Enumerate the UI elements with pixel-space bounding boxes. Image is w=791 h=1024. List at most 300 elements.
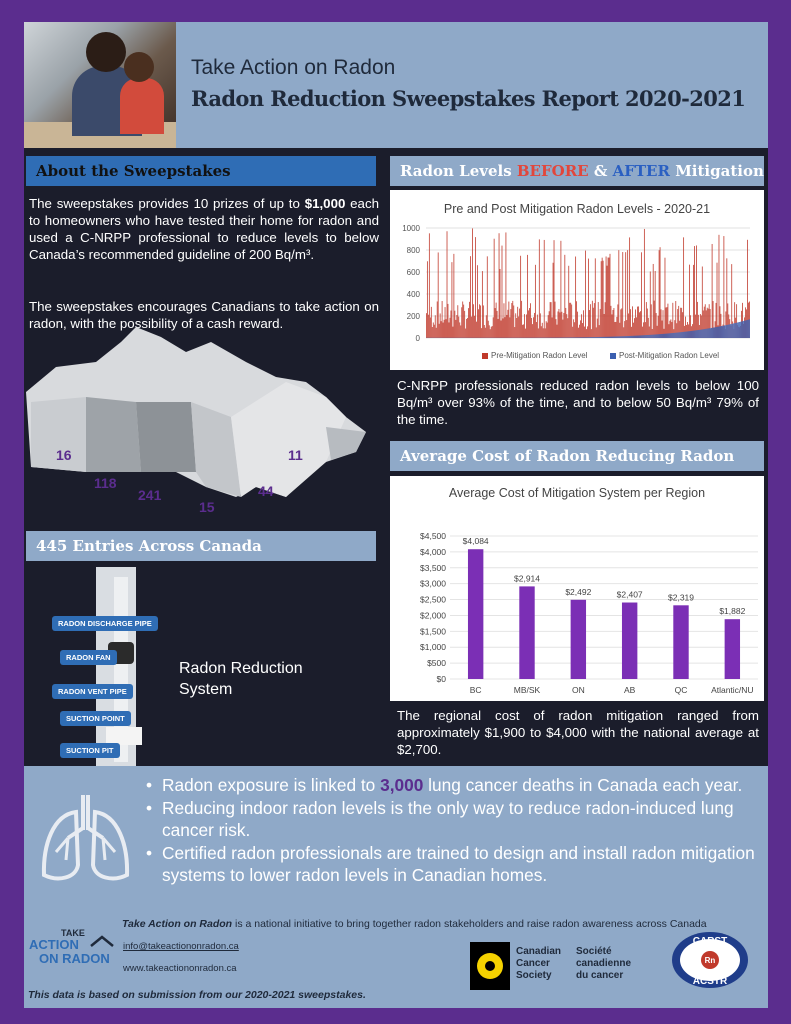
pre-bar	[602, 258, 603, 338]
pre-bar	[551, 302, 552, 338]
pre-bar	[575, 257, 576, 338]
svg-text:Rn: Rn	[704, 956, 716, 965]
map-label-bc: 16	[56, 447, 72, 463]
post-bar	[686, 332, 687, 338]
pre-bar	[560, 312, 561, 338]
post-bar	[723, 326, 724, 338]
post-bar	[655, 334, 656, 338]
facts-footer	[24, 766, 768, 1008]
pre-bar	[606, 256, 607, 338]
post-bar	[729, 324, 730, 338]
post-bar	[628, 336, 629, 338]
pre-bar	[651, 304, 652, 338]
post-bar	[586, 337, 587, 338]
post-bar	[679, 332, 680, 338]
post-bar	[605, 337, 606, 338]
pre-bar	[626, 320, 627, 338]
pre-bar	[683, 237, 684, 338]
pre-bar	[567, 318, 568, 338]
post-bar	[634, 336, 635, 338]
post-bar	[710, 328, 711, 338]
post-bar	[723, 326, 724, 338]
pre-bar	[598, 302, 599, 338]
pre-bar	[537, 315, 538, 338]
pre-bar	[647, 309, 648, 338]
levels-ytick: 1000	[402, 224, 420, 233]
post-bar	[713, 328, 714, 338]
pre-bar	[515, 313, 516, 338]
levels-ytick: 200	[406, 312, 420, 321]
pre-bar	[519, 309, 520, 338]
post-bar	[706, 329, 707, 338]
pre-bar	[466, 319, 467, 338]
post-bar	[609, 337, 610, 338]
pre-bar	[655, 271, 656, 338]
pre-bar	[481, 328, 482, 338]
pre-bar	[639, 312, 640, 338]
post-bar	[643, 335, 644, 338]
post-bar	[745, 320, 746, 338]
pre-bar	[600, 309, 601, 338]
pre-bar	[514, 327, 515, 338]
pre-bar	[616, 317, 617, 338]
post-bar	[638, 336, 639, 338]
pre-bar	[469, 302, 470, 338]
post-bar	[641, 335, 642, 338]
pre-bar	[454, 311, 455, 338]
pre-bar	[517, 307, 518, 338]
pre-bar	[451, 311, 452, 338]
pre-bar	[702, 267, 703, 338]
post-bar	[725, 325, 726, 338]
pre-bar	[512, 301, 513, 338]
post-bar	[681, 332, 682, 338]
pre-bar	[509, 317, 510, 338]
pre-bar	[531, 318, 532, 338]
pre-bar	[611, 306, 612, 338]
post-bar	[583, 337, 584, 338]
pre-bar	[675, 301, 676, 338]
cost-ytick: $4,500	[420, 531, 446, 541]
post-bar	[574, 337, 575, 338]
pre-bar	[573, 319, 574, 338]
post-bar	[604, 337, 605, 338]
post-bar	[615, 337, 616, 338]
pre-bar	[523, 324, 524, 338]
post-bar	[734, 323, 735, 338]
pre-bar	[529, 308, 530, 338]
post-bar	[595, 337, 596, 338]
pre-bar	[577, 312, 578, 338]
pre-bar	[453, 254, 454, 338]
pre-bar	[583, 310, 584, 338]
post-bar	[687, 331, 688, 338]
pre-bar	[663, 310, 664, 338]
pre-bar	[630, 309, 631, 338]
pre-bar	[482, 271, 483, 338]
pre-bar	[597, 319, 598, 338]
post-bar	[581, 337, 582, 338]
svg-text:CARST: CARST	[692, 936, 728, 947]
post-bar	[683, 332, 684, 338]
post-bar	[669, 333, 670, 338]
pre-bar	[660, 247, 661, 338]
post-bar	[703, 329, 704, 338]
family-photo	[24, 22, 176, 148]
pre-bar	[569, 303, 570, 338]
post-bar	[722, 326, 723, 338]
post-bar	[702, 329, 703, 338]
email-link[interactable]: info@takeactiononradon.ca	[123, 941, 239, 952]
pre-bar	[463, 305, 464, 338]
pre-bar	[427, 261, 428, 338]
pre-bar	[607, 266, 608, 338]
post-bar	[607, 337, 608, 338]
post-bar	[740, 322, 741, 338]
pre-bar	[522, 325, 523, 338]
pre-bar	[445, 307, 446, 338]
pre-bar	[503, 318, 504, 338]
post-bar	[668, 333, 669, 338]
pre-bar	[665, 258, 666, 338]
facts-list	[142, 774, 762, 887]
pre-bar	[661, 309, 662, 338]
tag-vent-pipe: RADON VENT PIPE	[52, 684, 133, 699]
pre-bar	[488, 321, 489, 338]
post-bar	[619, 336, 620, 338]
cost-category-label: MB/SK	[513, 685, 541, 695]
post-bar	[590, 337, 591, 338]
legend-pre: Pre-Mitigation Radon Level	[482, 351, 588, 360]
pre-bar	[516, 318, 517, 338]
pre-bar	[471, 317, 472, 338]
post-bar	[739, 322, 740, 338]
fact-3: • Certified radon professionals are trained to design and install radon mitigation systems to lower radon levels in Canadian homes.	[142, 842, 762, 887]
pre-bar	[532, 324, 533, 338]
pre-bar	[558, 311, 559, 338]
post-bar	[730, 324, 731, 338]
post-bar	[612, 337, 613, 338]
post-bar	[603, 337, 604, 338]
post-bar	[711, 328, 712, 338]
cost-ytick: $0	[436, 674, 446, 684]
pre-bar	[435, 315, 436, 338]
pre-bar	[465, 329, 466, 338]
map-label-qc: 44	[258, 483, 274, 499]
cost-ytick: $4,000	[420, 546, 446, 557]
pre-bar	[429, 233, 430, 338]
post-bar	[680, 332, 681, 338]
post-bar	[705, 329, 706, 338]
pre-bar	[589, 310, 590, 338]
pre-bar	[634, 318, 635, 338]
post-bar	[620, 336, 621, 338]
pre-bar	[478, 309, 479, 338]
pre-bar	[550, 302, 551, 338]
pre-bar	[615, 322, 616, 338]
post-bar	[737, 322, 738, 338]
pre-bar	[510, 309, 511, 338]
pre-bar	[619, 323, 620, 338]
pre-bar	[491, 327, 492, 338]
pre-bar	[591, 329, 592, 338]
pre-bar	[448, 304, 449, 338]
cost-ytick: $1,000	[420, 642, 446, 653]
cost-heading: Average Cost of Radon Reducing Radon	[390, 441, 764, 471]
pre-bar	[506, 232, 507, 338]
post-bar	[747, 320, 748, 338]
cost-ytick: $3,500	[420, 562, 446, 573]
pre-bar	[521, 301, 522, 338]
post-bar	[704, 329, 705, 338]
pre-bar	[587, 326, 588, 338]
pre-bar	[457, 305, 458, 338]
pre-bar	[588, 259, 589, 338]
pre-bar	[440, 313, 441, 338]
pre-bar	[487, 256, 488, 338]
post-bar	[649, 335, 650, 338]
post-bar	[738, 322, 739, 338]
levels-chart	[390, 190, 764, 370]
cost-category-label: QC	[674, 685, 688, 695]
pre-bar	[526, 314, 527, 338]
pre-bar	[629, 237, 630, 338]
pre-bar	[604, 314, 605, 338]
pre-bar	[620, 309, 621, 338]
pre-bar	[428, 315, 429, 338]
pre-bar	[475, 237, 476, 338]
cost-chart-title: Average Cost of Mitigation System per Region	[448, 486, 706, 500]
post-bar	[588, 337, 589, 338]
pre-bar	[568, 266, 569, 338]
post-bar	[576, 337, 577, 338]
pre-bar	[535, 265, 536, 338]
pre-bar	[455, 320, 456, 338]
post-bar	[697, 330, 698, 338]
pre-bar	[450, 318, 451, 338]
pre-bar	[592, 301, 593, 338]
post-bar	[656, 334, 657, 338]
header-subtitle: Take Action on Radon	[191, 56, 396, 79]
post-bar	[663, 334, 664, 338]
post-bar	[733, 323, 734, 338]
pre-bar	[618, 250, 619, 338]
post-bar	[645, 335, 646, 338]
post-bar	[694, 331, 695, 338]
post-bar	[743, 321, 744, 338]
post-bar	[721, 326, 722, 338]
post-bar	[568, 337, 569, 338]
pre-bar	[472, 228, 473, 338]
cost-value-label: $2,492	[565, 586, 592, 597]
post-bar	[571, 337, 572, 338]
pre-bar	[490, 329, 491, 338]
pre-bar	[524, 314, 525, 338]
pre-bar	[542, 323, 543, 338]
pre-bar	[590, 304, 591, 338]
pre-bar	[467, 318, 468, 338]
radon-system-illustration	[46, 567, 176, 767]
post-bar	[748, 320, 749, 338]
pre-bar	[561, 241, 562, 338]
post-bar	[727, 325, 728, 338]
pre-bar	[495, 308, 496, 338]
post-bar	[699, 330, 700, 338]
post-bar	[700, 330, 701, 338]
cost-value-label: $2,914	[514, 573, 540, 584]
pre-bar	[540, 313, 541, 338]
pre-bar	[446, 319, 447, 338]
post-bar	[718, 327, 719, 338]
post-bar	[724, 325, 725, 338]
pre-bar	[430, 317, 431, 338]
pre-bar	[712, 244, 713, 338]
levels-ytick: 600	[406, 268, 420, 277]
cost-bar	[571, 600, 586, 679]
levels-text: C-NRPP professionals reduced radon levels to below 100 Bq/m³ over 93% of the time, and to below 50 Bq/m³ 79% of the time.	[397, 378, 759, 427]
post-bar	[669, 333, 670, 338]
pre-bar	[533, 317, 534, 338]
post-bar	[618, 336, 619, 338]
map-label-atlantic: 11	[288, 447, 303, 463]
post-bar	[611, 337, 612, 338]
post-bar	[652, 335, 653, 338]
cost-value-label: $4,084	[462, 536, 489, 547]
post-bar	[646, 335, 647, 338]
initiative-text: Take Action on Radon is a national initiative to bring together radon stakeholders and raise radon awareness across Canada	[122, 918, 707, 930]
website-link[interactable]: www.takeactiononradon.ca	[123, 963, 237, 974]
pre-bar	[473, 304, 474, 338]
pre-bar	[582, 323, 583, 338]
post-bar	[726, 325, 727, 338]
pre-bar	[610, 254, 611, 338]
pre-bar	[667, 307, 668, 338]
pre-bar	[497, 311, 498, 338]
pre-bar	[511, 303, 512, 338]
pre-bar	[528, 310, 529, 338]
pre-bar	[579, 325, 580, 338]
pre-bar	[460, 325, 461, 338]
pre-bar	[426, 313, 427, 338]
pre-bar	[545, 328, 546, 338]
map-label-mbsk: 241	[138, 487, 162, 503]
pre-bar	[443, 323, 444, 338]
pre-bar	[719, 235, 720, 338]
pre-bar	[659, 250, 660, 338]
pre-bar	[585, 251, 586, 338]
pre-bar	[586, 329, 587, 338]
post-bar	[701, 330, 702, 338]
post-bar	[630, 336, 631, 338]
pre-bar	[476, 322, 477, 338]
post-bar	[665, 334, 666, 338]
post-bar	[635, 336, 636, 338]
cost-bar	[622, 603, 637, 679]
system-title: Radon Reduction System	[179, 660, 303, 698]
post-bar	[741, 321, 742, 338]
infographic-page	[24, 22, 768, 1008]
pre-bar	[653, 264, 654, 338]
post-bar	[582, 337, 583, 338]
post-bar	[672, 333, 673, 338]
post-bar	[577, 337, 578, 338]
pre-bar	[566, 314, 567, 338]
post-bar	[692, 331, 693, 338]
pre-bar	[459, 322, 460, 338]
post-bar	[579, 337, 580, 338]
pre-bar	[608, 258, 609, 338]
post-bar	[613, 337, 614, 338]
pre-bar	[500, 269, 501, 338]
cost-ytick: $2,500	[420, 594, 446, 605]
post-bar	[678, 332, 679, 338]
pre-bar	[564, 255, 565, 338]
cost-ytick: $3,000	[420, 578, 446, 589]
pre-bar	[668, 304, 669, 338]
pre-bar	[449, 322, 450, 338]
pre-bar	[632, 306, 633, 338]
post-bar	[674, 333, 675, 338]
pre-bar	[505, 317, 506, 338]
post-bar	[676, 333, 677, 338]
post-bar	[617, 336, 618, 338]
post-bar	[708, 328, 709, 338]
post-bar	[629, 336, 630, 338]
post-bar	[639, 335, 640, 338]
post-bar	[625, 336, 626, 338]
post-bar	[651, 335, 652, 338]
pre-bar	[666, 308, 667, 338]
cost-value-label: $2,407	[616, 589, 643, 600]
post-bar	[742, 321, 743, 338]
map-label-ab: 118	[94, 475, 117, 491]
pre-bar	[555, 302, 556, 338]
cost-ytick: $2,000	[420, 610, 446, 621]
pre-bar	[507, 310, 508, 338]
pre-bar	[468, 308, 469, 338]
post-bar	[644, 335, 645, 338]
pre-bar	[549, 311, 550, 338]
pre-bar	[559, 309, 560, 338]
tag-suction-point: SUCTION POINT	[60, 711, 131, 726]
pre-bar	[504, 303, 505, 338]
pre-bar	[538, 328, 539, 338]
levels-heading: Radon Levels BEFORE & AFTER Mitigation	[390, 156, 764, 186]
pre-bar	[605, 302, 606, 338]
pre-bar	[656, 313, 657, 338]
post-bar	[719, 327, 720, 338]
entries-heading: 445 Entries Across Canada	[26, 531, 376, 561]
post-bar	[673, 333, 674, 338]
pre-bar	[434, 325, 435, 338]
fact-2: • Reducing indoor radon levels is the only way to reduce radon-induced lung cancer risk.	[142, 797, 762, 842]
post-bar	[671, 333, 672, 338]
post-bar	[662, 334, 663, 338]
pre-bar	[456, 315, 457, 338]
pre-bar	[461, 307, 462, 338]
post-bar	[682, 332, 683, 338]
pre-bar	[636, 317, 637, 338]
pre-bar	[572, 327, 573, 338]
post-bar	[728, 325, 729, 338]
pre-bar	[462, 302, 463, 338]
pre-bar	[477, 265, 478, 338]
post-bar	[614, 337, 615, 338]
cost-chart-plot	[390, 476, 764, 701]
pre-bar	[644, 229, 645, 338]
post-bar	[670, 333, 671, 338]
post-bar	[600, 337, 601, 338]
